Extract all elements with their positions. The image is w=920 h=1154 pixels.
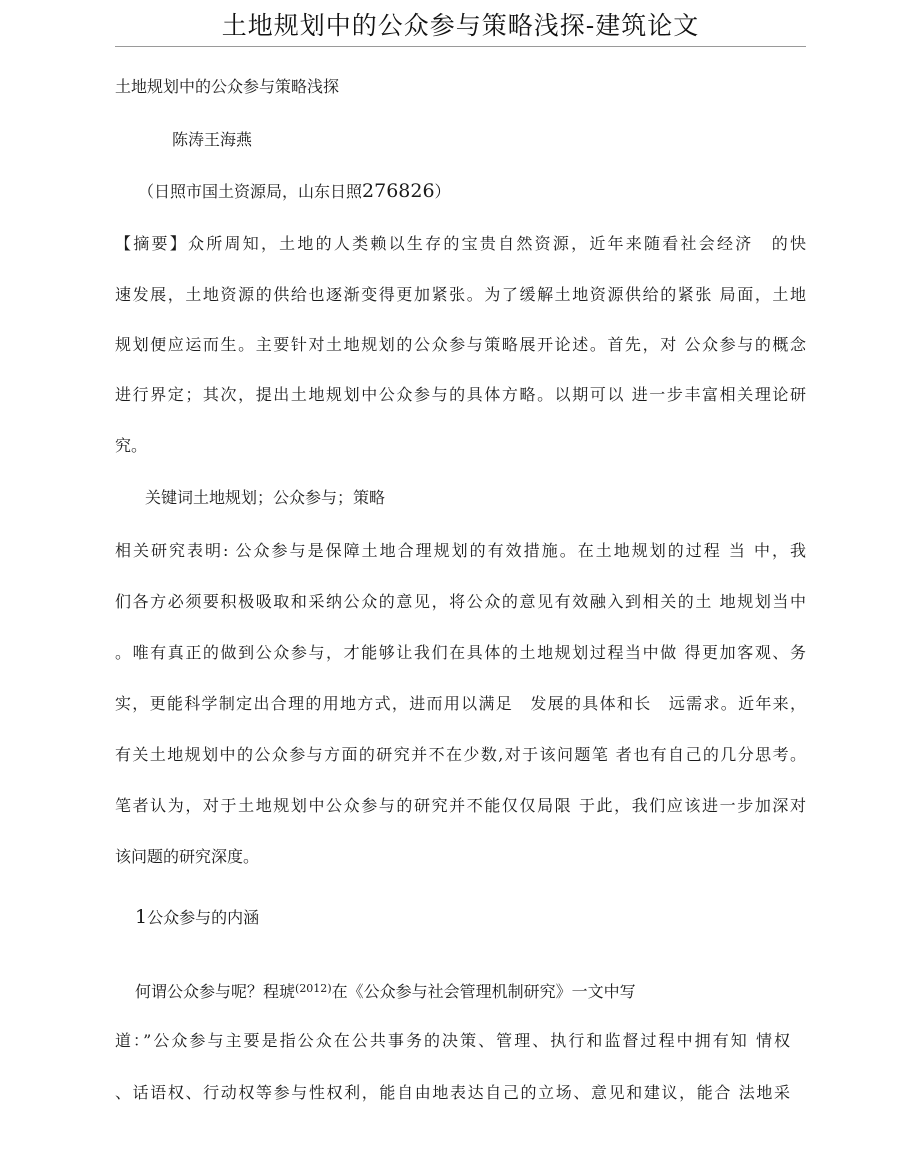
section-line: 道：”公众参与主要是指公众在公共事务的决策、管理、执行和监督过程中拥有知 情权 (115, 1031, 790, 1050)
citation-year-open: ( (295, 982, 300, 995)
body-line: 实，更能科学制定出合理的用地方式，进而用以满足 发展的具体和长 远需求。近年来， (115, 694, 806, 713)
body-line: 笔者认为，对于土地规划中公众参与的研究并不能仅仅局限 于此，我们应该进一步加深对 (115, 796, 806, 815)
abstract-line: 究。 (115, 436, 148, 455)
body-line: 该问题的研究深度。 (115, 847, 260, 866)
section-heading (135, 906, 259, 929)
affiliation-text: （日照市国土资源局，山东日照 (138, 182, 363, 201)
keywords: 关键词土地规划；公众参与；策略 (145, 488, 386, 507)
abstract-line: 规划便应运而生。主要针对土地规划的公众参与策略展开论述。首先，对 公众参与的概念 (115, 335, 806, 354)
citation-title: 在《公众参与社会管理机制研究》一文中写 (331, 982, 636, 1001)
section-paragraph-start (135, 978, 636, 1003)
section-number: 1 (135, 906, 148, 928)
affiliation-close: ） (434, 182, 451, 201)
article-title: 土地规划中的公众参与策略浅探 (115, 77, 340, 96)
body-line: 有关土地规划中的公众参与方面的研究并不在少数,对于该问题笔 者也有自己的几分思考。 (115, 745, 806, 764)
citation-year: 2012 (299, 982, 328, 995)
article-authors: 陈涛王海燕 (172, 130, 253, 149)
citation-author: 何谓公众参与呢？程琥 (135, 982, 296, 1001)
citation-year-close: ) (327, 982, 332, 995)
body-line: 们各方必须要积极吸取和采纳公众的意见，将公众的意见有效融入到相关的土 地规划当中 (115, 592, 806, 611)
section-heading-text: 公众参与的内涵 (147, 908, 260, 927)
body-line: 相关研究表明: 公众参与是保障土地合理规划的有效措施。在土地规划的过程 当 中，我 (115, 541, 806, 560)
page-header-title: 土地规划中的公众参与策略浅探-建筑论文 (115, 6, 806, 47)
abstract-line: 【摘要】众所周知，土地的人类赖以生存的宝贵自然资源，近年来随看社会经济 的快 (115, 234, 806, 253)
affiliation-postcode: 276826 (362, 180, 435, 202)
article-affiliation (138, 180, 451, 203)
abstract-line: 进行界定；其次，提出土地规划中公众参与的具体方略。以期可以 进一步丰富相关理论研 (115, 385, 806, 404)
body-line: 。唯有真正的做到公众参与，才能够让我们在具体的土地规划过程当中做 得更加客观、务 (115, 643, 806, 662)
section-line: 、话语权、行动权等参与性权利，能自由地表达自己的立场、意见和建议，能合 法地采 (115, 1083, 790, 1102)
abstract-line: 速发展，土地资源的供给也逐渐变得更加紧张。为了缓解土地资源供给的紧张 局面，土地 (115, 285, 806, 304)
